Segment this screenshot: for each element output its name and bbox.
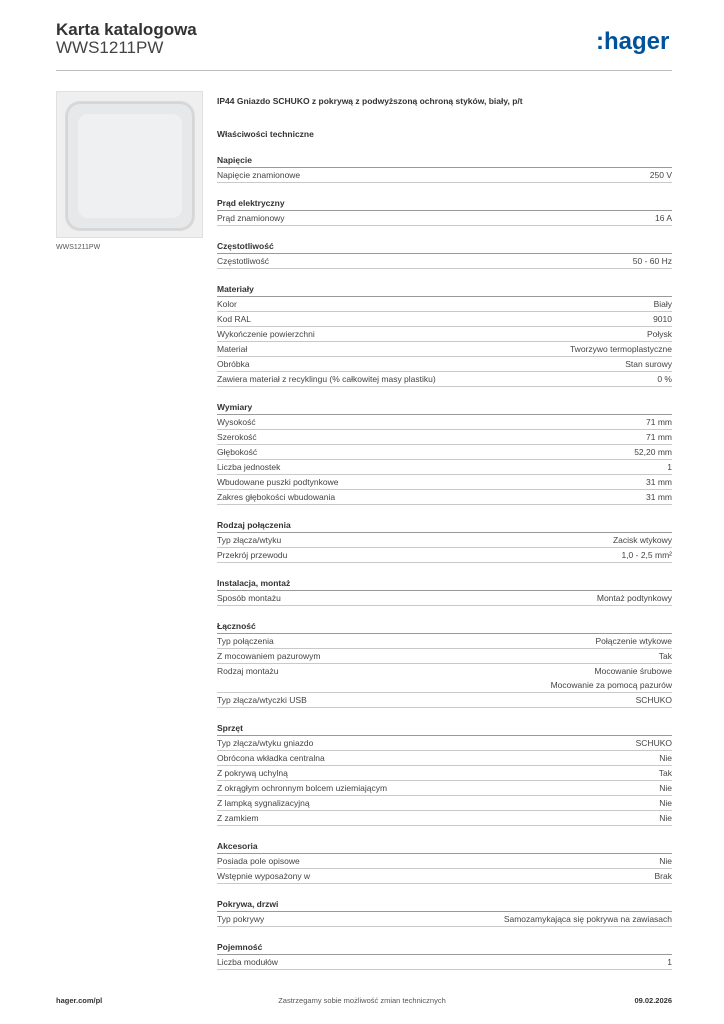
spec-row (217, 664, 672, 693)
spec-row (217, 430, 672, 445)
spec-label: Z mocowaniem pazurowym (217, 651, 321, 661)
spec-value-line: Nie (659, 753, 672, 763)
spec-row (217, 854, 672, 869)
spec-value-line: 50 - 60 Hz (632, 256, 672, 266)
spec-label: Prąd znamionowy (217, 213, 285, 223)
spec-value-line: 52,20 mm (634, 447, 672, 457)
spec-value-line: Zacisk wtykowy (612, 535, 672, 545)
spec-row (217, 869, 672, 884)
spec-value (650, 168, 672, 182)
spec-row (217, 415, 672, 430)
spec-label: Szerokość (217, 432, 257, 442)
spec-value (636, 693, 672, 707)
spec-section (217, 898, 672, 927)
spec-value-line: 250 V (649, 170, 672, 180)
page-title: Karta katalogowa (56, 20, 197, 39)
spec-label: Rodzaj montażu (217, 666, 279, 676)
spec-row (217, 533, 672, 548)
spec-value (659, 766, 672, 780)
spec-sections (217, 154, 672, 970)
spec-value (625, 357, 672, 371)
spec-section (217, 197, 672, 226)
spec-value-line: Nie (659, 813, 672, 823)
spec-value (613, 533, 672, 547)
spec-section (217, 941, 672, 970)
spec-label: Z okrągłym ochronnym bolcem uziemiającym (217, 783, 388, 793)
spec-value (655, 211, 672, 225)
spec-row (217, 811, 672, 826)
section-title: Materiały (217, 283, 672, 297)
spec-value (646, 415, 672, 429)
section-title: Pokrywa, drzwi (217, 898, 672, 912)
spec-value-line: Tworzywo termoplastyczne (569, 344, 672, 354)
spec-value-line: 71 mm (646, 432, 672, 442)
spec-label: Z zamkiem (217, 813, 259, 823)
spec-label: Typ złącza/wtyczki USB (217, 695, 307, 705)
spec-section (217, 154, 672, 183)
socket-cover-face (78, 114, 182, 218)
spec-row (217, 912, 672, 927)
spec-section (217, 722, 672, 826)
spec-label: Materiał (217, 344, 248, 354)
spec-label: Wykończenie powierzchni (217, 329, 315, 339)
spec-row (217, 490, 672, 505)
spec-section (217, 620, 672, 708)
spec-label: Liczba jednostek (217, 462, 281, 472)
spec-value-line: 71 mm (646, 417, 672, 427)
spec-value-line: Tak (658, 768, 672, 778)
spec-row (217, 357, 672, 372)
spec-value-line: SCHUKO (635, 738, 672, 748)
spec-value (621, 548, 672, 562)
section-title: Sprzęt (217, 722, 672, 736)
spec-value (647, 327, 672, 341)
spec-label: Liczba modułów (217, 957, 278, 967)
spec-section (217, 283, 672, 387)
spec-row (217, 211, 672, 226)
spec-value (597, 591, 672, 605)
spec-row (217, 342, 672, 357)
spec-value (659, 781, 672, 795)
spec-label: Sposób montażu (217, 593, 281, 603)
spec-value (633, 254, 672, 268)
section-title: Częstotliwość (217, 240, 672, 254)
spec-value-line: 9010 (653, 314, 672, 324)
section-title: Pojemność (217, 941, 672, 955)
spec-label: Obróbka (217, 359, 250, 369)
spec-label: Zawiera materiał z recyklingu (% całkowitej masy plastiku) (217, 374, 436, 384)
spec-value-line: Stan surowy (625, 359, 672, 369)
spec-label: Wysokość (217, 417, 256, 427)
spec-value-line: 1 (667, 462, 672, 472)
spec-label: Posiada pole opisowe (217, 856, 300, 866)
spec-value-line: Tak (658, 651, 672, 661)
hager-logo (596, 28, 674, 56)
section-title: Prąd elektryczny (217, 197, 672, 211)
socket-cover (66, 102, 194, 230)
spec-value-line: 1 (667, 957, 672, 967)
spec-value-line: 0 % (657, 374, 672, 384)
spec-label: Z lampką sygnalizacyjną (217, 798, 310, 808)
footer-note: Zastrzegamy sobie możliwość zmian technicznych (278, 996, 446, 1005)
spec-value (659, 796, 672, 810)
product-image-caption: WWS1211PW (56, 244, 101, 251)
spec-row (217, 796, 672, 811)
spec-label: Zakres głębokości wbudowania (217, 492, 336, 502)
spec-section (217, 577, 672, 606)
spec-section (217, 401, 672, 505)
spec-row (217, 766, 672, 781)
spec-value (636, 736, 672, 750)
spec-row (217, 475, 672, 490)
spec-row (217, 693, 672, 708)
spec-row (217, 634, 672, 649)
spec-value-line: Połysk (646, 329, 672, 339)
spec-value-line: Połączenie wtykowe (595, 636, 672, 646)
technical-properties-heading: Właściwości techniczne (217, 129, 314, 139)
spec-row (217, 445, 672, 460)
spec-value-line: Brak (654, 871, 672, 881)
spec-value (595, 634, 672, 648)
spec-row (217, 297, 672, 312)
product-code: WWS1211PW (56, 38, 164, 57)
spec-row (217, 254, 672, 269)
section-title: Rodzaj połączenia (217, 519, 672, 533)
spec-value (646, 430, 672, 444)
spec-section (217, 840, 672, 884)
spec-section (217, 240, 672, 269)
spec-label: Typ połączenia (217, 636, 274, 646)
section-title: Instalacja, montaż (217, 577, 672, 591)
spec-value (646, 475, 672, 489)
spec-label: Przekrój przewodu (217, 550, 288, 560)
spec-value (646, 490, 672, 504)
spec-label: Częstotliwość (217, 256, 269, 266)
spec-label: Typ pokrywy (217, 914, 265, 924)
spec-label: Typ złącza/wtyku (217, 535, 282, 545)
spec-value-line: 16 A (654, 213, 672, 223)
footer-website[interactable]: hager.com/pl (56, 996, 103, 1005)
section-title: Napięcie (217, 154, 672, 168)
spec-value (659, 751, 672, 765)
spec-value-line: SCHUKO (635, 695, 672, 705)
spec-value-line: 1,0 - 2,5 mm² (621, 550, 672, 560)
spec-value (657, 372, 672, 386)
section-title: Akcesoria (217, 840, 672, 854)
spec-row (217, 955, 672, 970)
spec-value-line: Montaż podtynkowy (596, 593, 672, 603)
spec-section (217, 519, 672, 563)
spec-value-line: Samozamykająca się pokrywa na zawiasach (503, 914, 672, 924)
spec-value-line: Nie (659, 783, 672, 793)
spec-value-line: Biały (653, 299, 672, 309)
section-title: Wymiary (217, 401, 672, 415)
spec-value-line: Nie (659, 798, 672, 808)
spec-value (667, 460, 672, 474)
spec-label: Wstępnie wyposażony w (217, 871, 311, 881)
spec-value (634, 445, 672, 459)
spec-row (217, 751, 672, 766)
spec-label: Obrócona wkładka centralna (217, 753, 325, 763)
spec-value-line: 31 mm (646, 492, 672, 502)
spec-value-line: 31 mm (646, 477, 672, 487)
spec-value (570, 342, 672, 356)
spec-label: Wbudowane puszki podtynkowe (217, 477, 339, 487)
spec-value (654, 297, 672, 311)
spec-value (667, 955, 672, 969)
spec-value (655, 869, 672, 883)
spec-value (653, 312, 672, 326)
section-title: Łączność (217, 620, 672, 634)
spec-value (659, 811, 672, 825)
spec-row (217, 168, 672, 183)
spec-label: Kod RAL (217, 314, 252, 324)
spec-row (217, 548, 672, 563)
spec-row (217, 736, 672, 751)
header-divider (56, 70, 672, 71)
spec-value (659, 649, 672, 663)
spec-row (217, 327, 672, 342)
spec-row (217, 372, 672, 387)
spec-value-line: Mocowanie śrubowe (594, 666, 672, 676)
spec-label: Typ złącza/wtyku gniazdo (217, 738, 314, 748)
footer-date: 09.02.2026 (634, 996, 672, 1005)
spec-row (217, 781, 672, 796)
spec-value-line: Mocowanie za pomocą pazurów (550, 680, 672, 690)
spec-label: Kolor (217, 299, 237, 309)
product-description: IP44 Gniazdo SCHUKO z pokrywą z podwyższoną ochroną styków, biały, p/t (217, 96, 523, 106)
spec-content (217, 95, 672, 970)
spec-value (504, 912, 672, 926)
spec-value (551, 664, 672, 692)
spec-value (659, 854, 672, 868)
spec-row (217, 649, 672, 664)
spec-label: Głębokość (217, 447, 258, 457)
product-image (56, 91, 203, 238)
spec-value-line: Nie (659, 856, 672, 866)
hager-logo-text: :hager (596, 28, 670, 55)
spec-label: Napięcie znamionowe (217, 170, 301, 180)
spec-row (217, 460, 672, 475)
spec-label: Z pokrywą uchylną (217, 768, 288, 778)
spec-row (217, 312, 672, 327)
spec-row (217, 591, 672, 606)
